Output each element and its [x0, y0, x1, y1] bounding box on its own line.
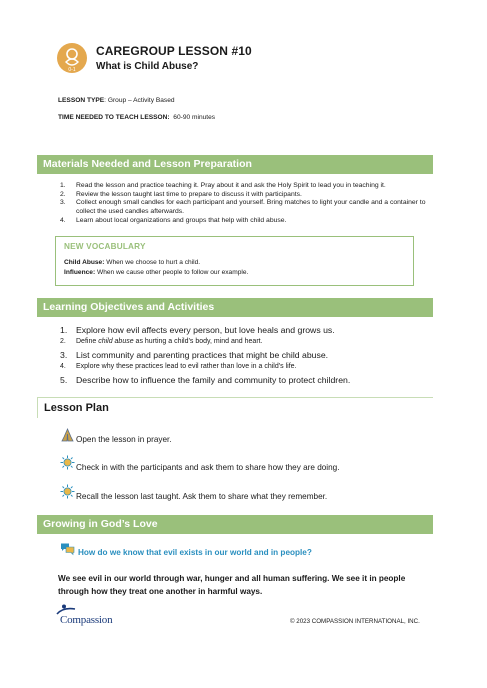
objectives-heading: Learning Objectives and Activities: [43, 301, 215, 313]
discussion-question: How do we know that evil exists in our world and in people?: [78, 548, 312, 557]
lesson-step: Check in with the participants and ask them to share how they are doing.: [76, 463, 340, 472]
objectives-section-header: [37, 298, 433, 317]
lesson-type-value: : Group – Activity Based: [104, 97, 175, 104]
child-age-icon: [57, 43, 87, 73]
vocabulary-title: NEW VOCABULARY: [64, 242, 146, 251]
list-item: 5. Describe how to influence the family and community to protect children.: [60, 374, 351, 385]
growing-section-header: [37, 515, 433, 534]
list-item: 2. Review the lesson taught last time to prepare to discuss it with participants.: [60, 190, 302, 198]
vocabulary-item: Influence: When we cause other people to follow our example.: [64, 269, 249, 276]
sun-check-in-icon: [60, 455, 75, 470]
materials-list: [60, 182, 430, 226]
lesson-type: [58, 97, 175, 104]
vocabulary-box: [55, 236, 414, 286]
objectives-list: [60, 324, 430, 386]
lesson-plan-heading: Lesson Plan: [44, 402, 109, 414]
lesson-step: Open the lesson in prayer.: [76, 435, 172, 444]
lesson-type-label: LESSON TYPE: [58, 97, 105, 104]
time-needed-value: 60-90 minutes: [173, 114, 216, 121]
praying-hands-icon: [60, 428, 75, 443]
sun-recall-icon: [60, 484, 75, 499]
list-item: 3. List community and parenting practices that might be child abuse.: [60, 349, 329, 360]
materials-section-header: [37, 155, 433, 174]
compassion-logo: [55, 604, 135, 626]
list-item: 1. Read the lesson and practice teaching it. Pray about it and ask the Holy Spirit to lead you in teaching it.: [60, 182, 386, 189]
growing-heading: Growing in God’s Love: [43, 518, 158, 530]
copyright-text: © 2023 COMPASSION INTERNATIONAL, INC.: [290, 618, 420, 625]
brand-wordmark: Compassion: [60, 614, 113, 626]
speech-bubbles-icon: [60, 542, 75, 556]
list-item: 3. Collect enough small candles for each participant and yourself. Bring matches to light your candle and a container to collect the used candles afterwards.: [60, 199, 426, 216]
list-item: 2. Define child abuse as hurting a child’s body, mind and heart.: [60, 338, 263, 346]
lesson-step: Recall the lesson last taught. Ask them to share what they remember.: [76, 492, 328, 501]
lesson-title: CAREGROUP LESSON #10: [96, 44, 252, 58]
lesson-plan-rule: [37, 397, 433, 398]
time-needed: [58, 114, 215, 121]
discussion-answer: We see evil in our world through war, hunger and all human suffering. We see it in people through how they treat one another in harmful ways.: [58, 574, 406, 596]
logo-age-text: 0-1: [68, 67, 76, 73]
lesson-logo: [57, 43, 87, 73]
lesson-subtitle: What is Child Abuse?: [96, 61, 199, 72]
time-needed-label: TIME NEEDED TO TEACH LESSON:: [58, 114, 170, 121]
list-item: 4. Learn about local organizations and groups that help with child abuse.: [60, 216, 287, 224]
vocabulary-item: Child Abuse: When we choose to hurt a child.: [64, 259, 201, 266]
materials-heading: Materials Needed and Lesson Preparation: [43, 158, 252, 170]
list-item: 4. Explore why these practices lead to evil rather than love in a child’s life.: [60, 363, 297, 371]
lesson-plan-rule-vertical: [37, 397, 38, 418]
list-item: 1. Explore how evil affects every person, but love heals and grows us.: [60, 325, 335, 335]
